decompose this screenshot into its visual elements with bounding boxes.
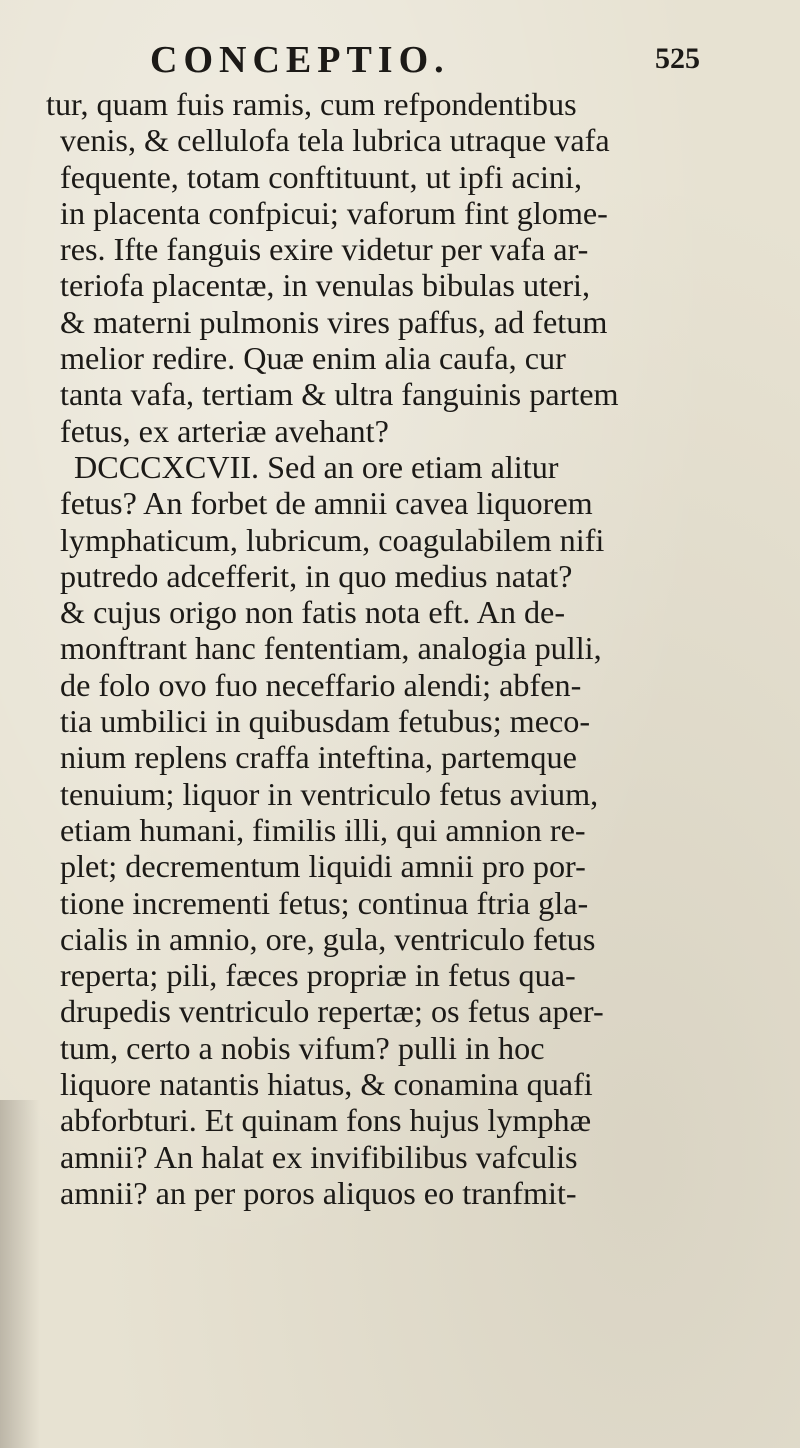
text-line: reperta; pili, fæces propriæ in fetus qua-: [60, 957, 576, 994]
page-edge-shadow: [0, 1100, 40, 1448]
text-line: drupedis ventriculo repertæ; os fetus aper-: [60, 993, 604, 1030]
text-line: fetus, ex arteriæ avehant?: [60, 412, 389, 449]
page-header: [150, 38, 710, 84]
text-line: res. Ifte fanguis exire videtur per vafa ar-: [60, 231, 589, 268]
section-heading-line: DCCCXCVII. Sed an ore etiam alitur: [74, 448, 559, 485]
text-line: tanta vafa, tertiam & ultra fanguinis partem: [60, 376, 619, 413]
text-line: de folo ovo fuo neceffario alendi; abfen-: [60, 666, 582, 703]
text-line: venis, & cellulofa tela lubrica utraque vafa: [60, 122, 610, 159]
text-line: lymphaticum, lubricum, coagulabilem nifi: [60, 521, 605, 558]
text-line: tur, quam fuis ramis, cum refpondentibus: [46, 86, 577, 122]
running-head: CONCEPTIO.: [150, 39, 450, 81]
text-line: plet; decrementum liquidi amnii pro por-: [60, 848, 586, 885]
text-line: teriofa placentæ, in venulas bibulas uteri,: [60, 267, 591, 304]
text-line: fetus? An forbet de amnii cavea liquorem: [60, 485, 593, 522]
text-line: putredo adcefferit, in quo medius natat?: [60, 557, 573, 594]
text-line: cialis in amnio, ore, gula, ventriculo fetus: [60, 920, 596, 957]
text-line: liquore natantis hiatus, & conamina quafi: [60, 1066, 593, 1103]
text-line: & materni pulmonis vires paffus, ad fetum: [60, 303, 608, 340]
text-line: in placenta confpicui; vaforum fint glome-: [60, 194, 608, 231]
text-line: amnii? An halat ex invifibilibus vafculis: [60, 1138, 578, 1175]
page-number: 525: [655, 42, 700, 75]
text-line: tia umbilici in quibusdam fetubus; meco-: [60, 703, 591, 740]
text-line: monftrant hanc fententiam, analogia pulli,: [60, 630, 602, 667]
text-line: tum, certo a nobis vifum? pulli in hoc: [60, 1029, 545, 1066]
text-line: fequente, totam conftituunt, ut ipfi acini,: [60, 158, 583, 195]
text-line: tenuium; liquor in ventriculo fetus avium,: [60, 775, 599, 812]
text-line: & cujus origo non fatis nota eft. An de-: [60, 594, 566, 631]
text-line: amnii? an per poros aliquos eo tranfmit-: [60, 1174, 577, 1211]
text-line: abforbturi. Et quinam fons hujus lymphæ: [60, 1102, 592, 1139]
body-text: [46, 86, 746, 1211]
text-line: nium replens craffa inteftina, partemque: [60, 739, 577, 776]
text-line: tione incrementi fetus; continua ftria gla-: [60, 884, 589, 921]
text-line: etiam humani, fimilis illi, qui amnion re-: [60, 811, 586, 848]
text-line: melior redire. Quæ enim alia caufa, cur: [60, 340, 566, 377]
